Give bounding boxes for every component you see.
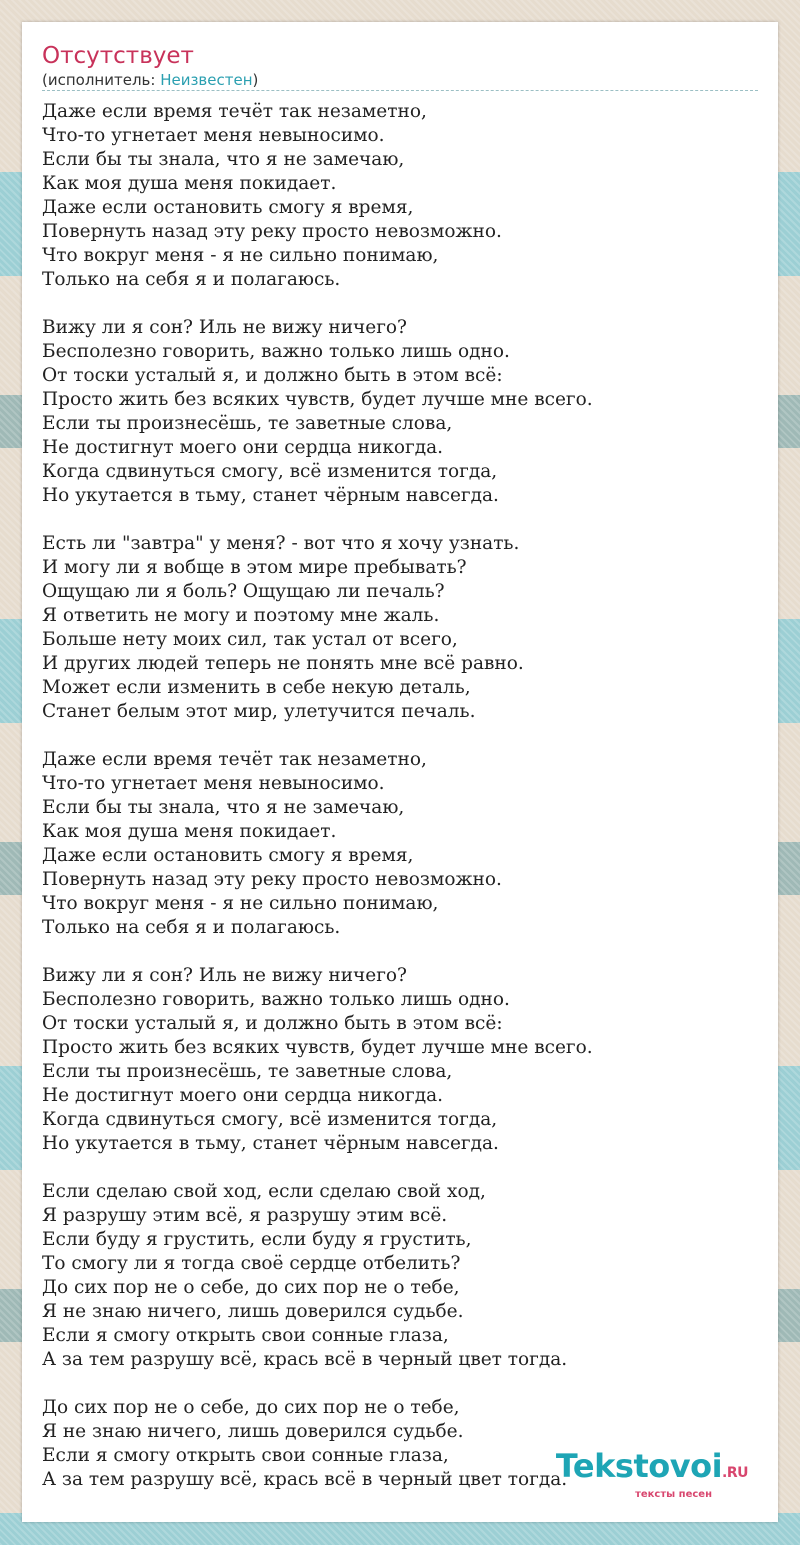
lyrics-stanza [42, 532, 758, 724]
lyric-line: До сих пор не о себе, до сих пор не о тебе, [42, 1277, 460, 1298]
lyric-line: Бесполезно говорить, важно только лишь одно. [42, 989, 510, 1010]
lyric-line: Я ответить не могу и поэтому мне жаль. [42, 605, 440, 626]
lyric-line: Просто жить без всяких чувств, будет лучше мне всего. [42, 1037, 593, 1058]
lyric-line: Не достигнут моего они сердца никогда. [42, 437, 444, 458]
lyrics-stanza [42, 100, 758, 292]
lyric-line: Вижу ли я сон? Иль не вижу ничего? [42, 965, 407, 986]
lyric-line: А за тем разрушу всё, крась всё в черный цвет тогда. [42, 1349, 568, 1370]
lyric-line: И других людей теперь не понять мне всё равно. [42, 653, 524, 674]
artist-suffix: ) [252, 71, 259, 89]
lyric-line: Если я смогу открыть свои сонные глаза, [42, 1325, 449, 1346]
lyric-line: Что-то угнетает меня невыносимо. [42, 773, 385, 794]
lyric-line: До сих пор не о себе, до сих пор не о тебе, [42, 1397, 460, 1418]
lyric-line: Я не знаю ничего, лишь доверился судьбе. [42, 1301, 464, 1322]
lyric-line: Как моя душа меня покидает. [42, 173, 337, 194]
lyric-line: Бесполезно говорить, важно только лишь одно. [42, 341, 510, 362]
lyric-line: От тоски усталый я, и должно быть в этом всё: [42, 365, 503, 386]
artist-link[interactable]: Неизвестен [160, 71, 253, 89]
lyrics-stanza [42, 316, 758, 508]
lyric-line: Станет белым этот мир, улетучится печаль. [42, 701, 476, 722]
lyric-line: То смогу ли я тогда своё сердце отбелить? [42, 1253, 461, 1274]
artist-prefix: (исполнитель: [42, 71, 161, 89]
lyric-line: И могу ли я вобще в этом мире пребывать? [42, 557, 467, 578]
lyric-line: Больше нету моих сил, так устал от всего, [42, 629, 458, 650]
lyric-line: Что вокруг меня - я не сильно понимаю, [42, 245, 439, 266]
lyric-line: Есть ли "завтра" у меня? - вот что я хочу узнать. [42, 533, 520, 554]
logo-wordmark [556, 1449, 748, 1490]
lyric-line: Только на себя я и полагаюсь. [42, 269, 341, 290]
lyrics-card [22, 22, 778, 1522]
logo-tagline: тексты песен [635, 1489, 712, 1500]
lyric-line: Но укутается в тьму, станет чёрным навсегда. [42, 1133, 499, 1154]
lyric-line: Может если изменить в себе некую деталь, [42, 677, 471, 698]
song-title: Отсутствует [42, 43, 194, 69]
lyric-line: Если сделаю свой ход, если сделаю свой ход, [42, 1181, 486, 1202]
lyrics-stanza [42, 964, 758, 1156]
lyric-line: Даже если время течёт так незаметно, [42, 749, 427, 770]
lyrics-stanza [42, 748, 758, 940]
lyric-line: Что вокруг меня - я не сильно понимаю, [42, 893, 439, 914]
lyric-line: Когда сдвинуться смогу, всё изменится тогда, [42, 1109, 498, 1130]
site-logo[interactable] [556, 1449, 748, 1500]
lyric-line: Не достигнут моего они сердца никогда. [42, 1085, 444, 1106]
lyric-line: Даже если время течёт так незаметно, [42, 101, 427, 122]
lyric-line: Если буду я грустить, если буду я грустить, [42, 1229, 472, 1250]
lyric-line: Но укутается в тьму, станет чёрным навсегда. [42, 485, 499, 506]
artist-line [42, 71, 258, 89]
lyric-line: Повернуть назад эту реку просто невозможно. [42, 869, 502, 890]
lyric-line: Даже если остановить смогу я время, [42, 845, 414, 866]
lyric-line: Если бы ты знала, что я не замечаю, [42, 797, 405, 818]
logo-tld: .RU [722, 1465, 748, 1481]
lyric-line: Если ты произнесёшь, те заветные слова, [42, 413, 453, 434]
lyric-line: Если ты произнесёшь, те заветные слова, [42, 1061, 453, 1082]
lyric-line: Если бы ты знала, что я не замечаю, [42, 149, 405, 170]
lyric-line: Как моя душа меня покидает. [42, 821, 337, 842]
lyric-line: Я разрушу этим всё, я разрушу этим всё. [42, 1205, 448, 1226]
lyric-line: Когда сдвинуться смогу, всё изменится тогда, [42, 461, 498, 482]
lyric-line: Что-то угнетает меня невыносимо. [42, 125, 385, 146]
lyric-line: От тоски усталый я, и должно быть в этом всё: [42, 1013, 503, 1034]
lyric-line: Если я смогу открыть свои сонные глаза, [42, 1445, 449, 1466]
lyric-line: Ощущаю ли я боль? Ощущаю ли печаль? [42, 581, 445, 602]
lyric-line: Вижу ли я сон? Иль не вижу ничего? [42, 317, 407, 338]
lyrics-stanza [42, 1180, 758, 1372]
lyric-line: Я не знаю ничего, лишь доверился судьбе. [42, 1421, 464, 1442]
lyric-line: Повернуть назад эту реку просто невозможно. [42, 221, 502, 242]
lyric-line: А за тем разрушу всё, крась всё в черный цвет тогда. [42, 1469, 568, 1490]
lyrics-text [42, 100, 758, 1516]
logo-name: Tekstovoi [555, 1447, 723, 1485]
lyric-line: Просто жить без всяких чувств, будет лучше мне всего. [42, 389, 593, 410]
lyric-line: Только на себя я и полагаюсь. [42, 917, 341, 938]
lyric-line: Даже если остановить смогу я время, [42, 197, 414, 218]
header-divider [42, 90, 758, 91]
